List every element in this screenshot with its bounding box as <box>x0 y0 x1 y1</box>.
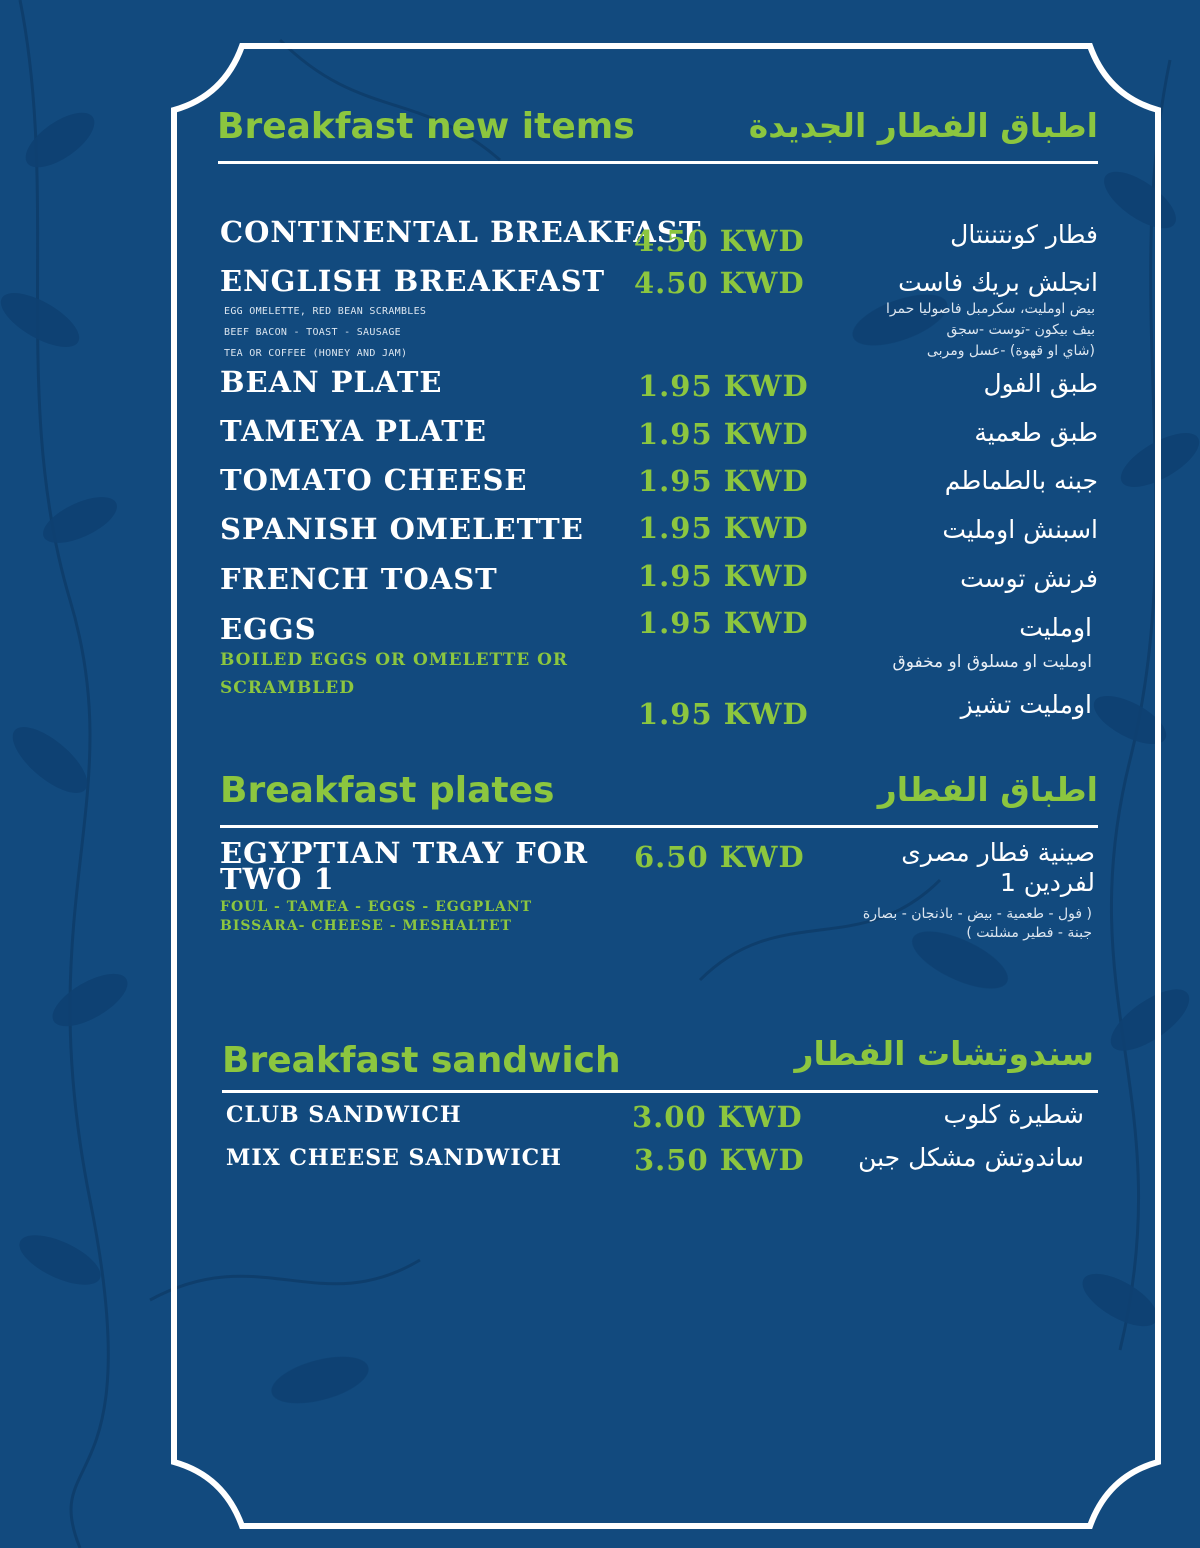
item-price: 1.95 KWD <box>638 559 809 593</box>
item-price: 4.50 KWD <box>634 266 805 300</box>
section-divider <box>222 1090 1098 1093</box>
item-description-en: BISSARA- CHEESE - MESHALTET <box>220 918 512 934</box>
item-name-ar: فرنش توست <box>960 564 1098 593</box>
item-description-ar: ( فول - طعمية - بيض - باذنجان - بصارة <box>862 906 1092 922</box>
item-name-en: SPANISH OMELETTE <box>220 512 584 546</box>
item-name-ar: فطار كونتننتال <box>950 220 1098 249</box>
item-name-ar: اومليت <box>1019 613 1092 642</box>
section-title-en: Breakfast new items <box>217 106 635 147</box>
item-name-en: EGGS <box>220 612 317 646</box>
item-name-en: FRENCH TOAST <box>220 562 498 596</box>
item-price: 1.95 KWD <box>638 511 809 545</box>
section-divider <box>220 825 1098 828</box>
item-name-en: MIX CHEESE SANDWICH <box>226 1145 562 1171</box>
item-name-ar: انجلش بريك فاست <box>898 268 1098 297</box>
item-description-ar: جبنة - فطير مشلتت ) <box>966 925 1092 941</box>
item-name-ar: طبق طعمية <box>974 418 1098 447</box>
item-description-ar: (شاي او قهوة) -عسل ومربى <box>926 343 1095 359</box>
item-name-en: CONTINENTAL BREAKFAST <box>220 215 702 249</box>
item-name-ar: طبق الفول <box>983 369 1098 398</box>
item-description-en: BOILED EGGS OR OMELETTE OR <box>220 650 569 670</box>
item-description-en: TEA OR COFFEE (HONEY AND JAM) <box>224 348 408 359</box>
item-price: 3.00 KWD <box>632 1100 803 1134</box>
item-price: 1.95 KWD <box>638 417 809 451</box>
item-name-ar: ساندوتش مشكل جبن <box>858 1143 1084 1172</box>
item-name-ar: شطيرة كلوب <box>943 1100 1084 1129</box>
item-name-en: ENGLISH BREAKFAST <box>220 264 606 298</box>
item-description-en: BEEF BACON - TOAST - SAUSAGE <box>224 327 401 338</box>
item-price: 1.95 KWD <box>638 464 809 498</box>
item-description-en: EGG OMELETTE, RED BEAN SCRAMBLES <box>224 306 427 317</box>
item-name-en: TWO 1 <box>220 862 335 896</box>
item-price: 3.50 KWD <box>634 1143 805 1177</box>
item-description-en: SCRAMBLED <box>220 678 355 698</box>
item-price: 6.50 KWD <box>634 840 805 874</box>
item-name-ar: اومليت تشيز <box>960 690 1092 719</box>
section-title-en: Breakfast sandwich <box>222 1040 621 1081</box>
item-name-en: EGYPTIAN TRAY FOR <box>220 836 589 870</box>
item-name-en: CLUB SANDWICH <box>226 1102 462 1128</box>
item-name-ar: صينية فطار مصرى <box>901 838 1095 867</box>
item-description-en: FOUL - TAMEA - EGGS - EGGPLANT <box>220 899 533 915</box>
item-name-ar: لفردين 1 <box>999 868 1095 897</box>
item-description-ar: بيف بيكون -توست -سجق <box>946 322 1095 338</box>
item-name-ar: اسبنش اومليت <box>942 515 1098 544</box>
item-name-ar: جبنه بالطماطم <box>944 466 1098 495</box>
section-divider <box>218 161 1098 164</box>
item-name-en: TAMEYA PLATE <box>220 414 487 448</box>
item-description-ar: بيض اومليت، سكرمبل فاصوليا حمرا <box>885 301 1095 317</box>
section-title-ar: اطباق الفطار الجديدة <box>748 106 1098 145</box>
section-title-en: Breakfast plates <box>220 770 555 811</box>
item-description-ar: اومليت او مسلوق او مخفوق <box>892 652 1092 672</box>
section-title-ar: اطباق الفطار <box>877 770 1098 809</box>
item-price: 1.95 KWD <box>638 697 809 731</box>
section-title-ar: سندوتشات الفطار <box>794 1034 1094 1073</box>
item-price: 1.95 KWD <box>638 606 809 640</box>
item-price: 4.50 KWD <box>634 224 805 258</box>
item-price: 1.95 KWD <box>638 369 809 403</box>
item-name-en: TOMATO CHEESE <box>220 463 528 497</box>
item-name-en: BEAN PLATE <box>220 365 443 399</box>
